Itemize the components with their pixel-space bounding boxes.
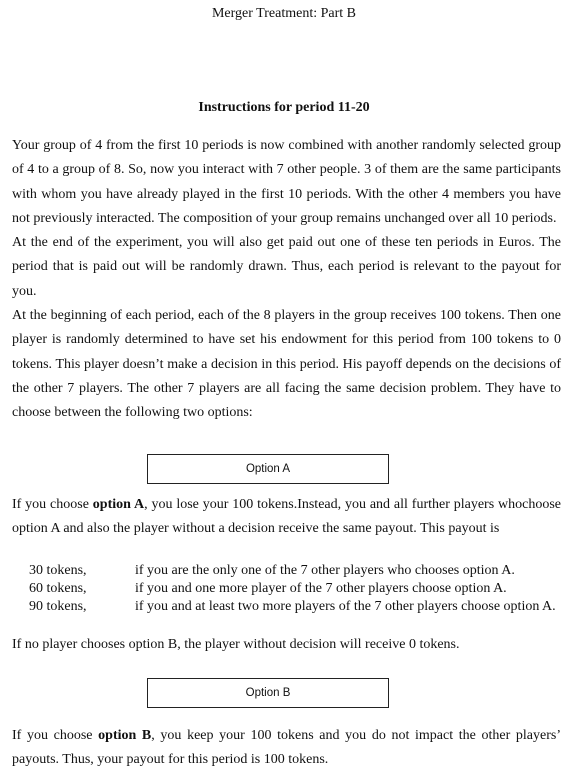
payout-condition: if you are the only one of the 7 other players who chooses option A. xyxy=(135,563,515,578)
payout-amount: 60 tokens, xyxy=(29,581,87,596)
payout-condition: if you and at least two more players of the 7 other players choose option A. xyxy=(135,599,556,614)
text-line: option A and also the player without a decision receive the same payout. This payout is xyxy=(12,521,500,537)
page-header: Merger Treatment: Part B xyxy=(211,6,356,21)
text-line: player is randomly determined to have set his endowment for this period from 100 tokens to 0 xyxy=(12,332,561,348)
option-b-box: Option B xyxy=(147,678,389,708)
payout-amount: 90 tokens, xyxy=(29,599,87,614)
text-line: you. xyxy=(12,283,37,299)
text-line: the other 7 players. The other 7 players are all facing the same decision problem. They have to xyxy=(12,380,561,396)
paragraph-option-b xyxy=(12,724,561,773)
section-heading: Instructions for period 11-20 xyxy=(198,100,370,115)
text-line: choose between the following two options: xyxy=(12,405,253,421)
text-line: If no player chooses option B, the player without decision will receive 0 tokens. xyxy=(12,637,460,652)
text-line: payouts. Thus, your payout for this period is 100 tokens. xyxy=(12,752,329,768)
option-a-emphasis: option A xyxy=(92,497,145,512)
text-line: period that is paid out will be randomly drawn. Thus, each period is relevant to the payout for xyxy=(12,259,561,275)
payout-row xyxy=(29,580,507,598)
payout-row xyxy=(29,598,556,616)
text-line: tokens. This player doesn’t make a decision in this period. His payoff depends on the decisions of xyxy=(12,356,561,372)
payout-condition: if you and one more player of the 7 other players choose option A. xyxy=(135,581,507,596)
paragraph-option-a xyxy=(12,493,561,542)
text-line: If you choose option B, you keep your 100 tokens and you do not impact the other players’ xyxy=(12,728,562,743)
paragraph-no-b xyxy=(12,633,561,657)
text-line: At the beginning of each period, each of the 8 players in the group receives 100 tokens. Then one xyxy=(12,308,561,323)
option-b-emphasis: option B xyxy=(98,728,152,743)
text-line: Your group of 4 from the first 10 periods is now combined with another randomly selected group xyxy=(12,138,561,153)
text-line: with whom you have already played in the first 10 periods. With the other 4 members you have xyxy=(12,186,561,202)
option-a-box: Option A xyxy=(147,454,389,484)
text-line: At the end of the experiment, you will also get paid out one of these ten periods in Euros. The xyxy=(12,235,561,250)
text-line: If you choose option A, you lose your 100 tokens.Instead, you and all further players whochoose xyxy=(12,497,562,512)
paragraph-period-setup xyxy=(12,304,561,425)
paragraph-payment xyxy=(12,231,561,304)
payout-amount: 30 tokens, xyxy=(29,563,87,578)
text-line: of 4 to a group of 8. So, now you interact with 7 other people. 3 of them are the same participants xyxy=(12,162,561,178)
payout-row xyxy=(29,562,515,580)
paragraph-group-info xyxy=(12,134,561,231)
text-line: not previously interacted. The composition of your group remains unchanged over all 10 periods. xyxy=(12,210,557,226)
